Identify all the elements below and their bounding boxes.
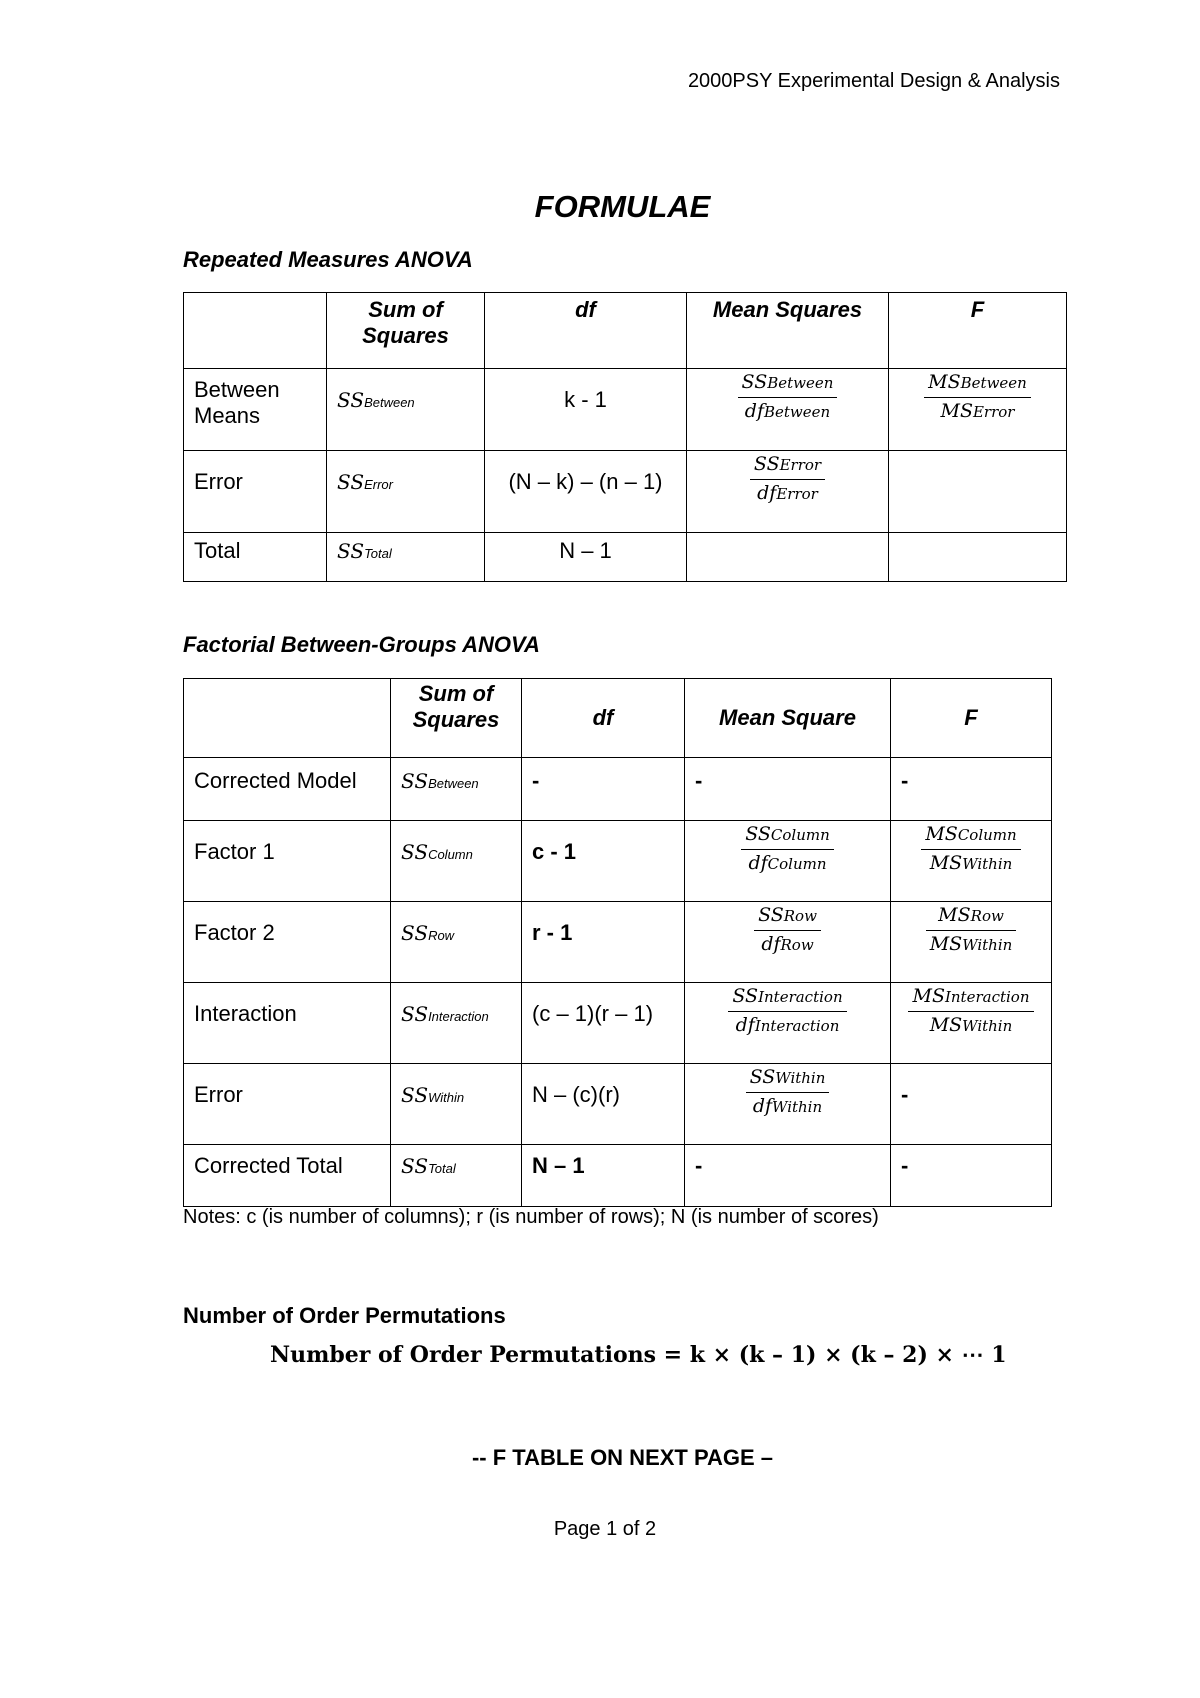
fac-row-corrected-total	[184, 1145, 1052, 1207]
fac-header-empty	[184, 679, 391, 758]
fac-ms-dash: -	[685, 1145, 891, 1207]
fac-df-cell: r - 1	[522, 902, 685, 983]
fac-row-label: Corrected Total	[184, 1145, 391, 1207]
fac-row-label: Corrected Model	[184, 758, 391, 821]
rm-df-cell: k - 1	[485, 369, 687, 451]
rm-row-error	[184, 451, 1067, 533]
rm-f-cell	[889, 369, 1067, 451]
fac-row-interaction	[184, 983, 1052, 1064]
fac-ms-cell	[685, 983, 891, 1064]
fac-ss-cell: SSRow	[391, 902, 522, 983]
fac-col-ss: Sum of Squares	[391, 679, 522, 758]
fac-f-dash: -	[891, 1064, 1052, 1145]
rm-ss-cell: SSTotal	[327, 533, 485, 582]
perm-formula: Number of Order Permutations = k × (k – 1) × (k – 2) × ⋯ 1	[270, 1342, 1007, 1368]
fac-ms-cell	[685, 821, 891, 902]
fac-ss-cell: SSBetween	[391, 758, 522, 821]
rm-col-ss: Sum of Squares	[327, 293, 485, 369]
rm-row-label: Total	[184, 533, 327, 582]
fac-df-cell: N – (c)(r)	[522, 1064, 685, 1145]
rm-ms-fraction: $\frac{\text{SSError}}{\text{dfError}}$	[750, 453, 825, 506]
fac-row-factor2	[184, 902, 1052, 983]
fac-col-df: df	[522, 679, 685, 758]
rm-ss-cell: SSError	[327, 451, 485, 533]
page-title: FORMULAE	[534, 189, 711, 224]
fac-ms-fraction: $\frac{\text{SSRow}}{\text{dfRow}}$	[754, 904, 821, 957]
rm-row-between	[184, 369, 1067, 451]
fac-f-dash: -	[891, 758, 1052, 821]
rm-ms-cell	[687, 369, 889, 451]
rm-f-fraction: $\frac{\text{MSBetween}}{\text{MSError}}$	[924, 371, 1031, 424]
fac-ss-cell: SSWithin	[391, 1064, 522, 1145]
fac-row-corrected-model	[184, 758, 1052, 821]
fac-f-cell	[891, 983, 1052, 1064]
rm-row-total	[184, 533, 1067, 582]
rm-col-df: df	[485, 293, 687, 369]
fac-row-factor1	[184, 821, 1052, 902]
page-number: Page 1 of 2	[553, 1518, 657, 1540]
fac-header-row	[184, 679, 1052, 758]
fac-f-fraction: $\frac{\text{MSInteraction}}{\text{MSWithin}}$	[908, 985, 1033, 1038]
rm-header-empty	[184, 293, 327, 369]
rm-header-row	[184, 293, 1067, 369]
rm-ms-cell	[687, 451, 889, 533]
running-header: 2000PSY Experimental Design & Analysis	[687, 70, 1060, 92]
rm-col-ms: Mean Squares	[687, 293, 889, 369]
fac-ms-cell	[685, 902, 891, 983]
fac-table	[183, 678, 1052, 1207]
rm-ms-cell-empty	[687, 533, 889, 582]
rm-f-cell-empty	[889, 451, 1067, 533]
fac-f-cell	[891, 821, 1052, 902]
rm-f-cell-empty	[889, 533, 1067, 582]
table-notes: Notes: c (is number of columns); r (is number of rows); N (is number of scores)	[183, 1206, 879, 1228]
fac-row-label: Interaction	[184, 983, 391, 1064]
rm-table	[183, 292, 1067, 582]
rm-df-cell: N – 1	[485, 533, 687, 582]
fac-df-cell: (c – 1)(r – 1)	[522, 983, 685, 1064]
fac-df-cell: N – 1	[522, 1145, 685, 1207]
fac-ss-cell: SSTotal	[391, 1145, 522, 1207]
fac-col-f: F	[891, 679, 1052, 758]
rm-row-label: Error	[184, 451, 327, 533]
fac-row-label: Error	[184, 1064, 391, 1145]
fac-f-fraction: $\frac{\text{MSRow}}{\text{MSWithin}}$	[926, 904, 1017, 957]
fac-f-dash: -	[891, 1145, 1052, 1207]
fac-ms-dash: -	[685, 758, 891, 821]
fac-ms-fraction: $\frac{\text{SSColumn}}{\text{dfColumn}}$	[741, 823, 834, 876]
fac-f-cell	[891, 902, 1052, 983]
rm-row-label: Between Means	[184, 369, 327, 451]
rm-df-cell: (N – k) – (n – 1)	[485, 451, 687, 533]
fac-ss-cell: SSInteraction	[391, 983, 522, 1064]
fac-f-fraction: $\frac{\text{MSColumn}}{\text{MSWithin}}$	[921, 823, 1020, 876]
fac-ms-fraction: $\frac{\text{SSWithin}}{\text{dfWithin}}$	[746, 1066, 830, 1119]
next-page-note: -- F TABLE ON NEXT PAGE –	[471, 1445, 774, 1470]
fac-row-error	[184, 1064, 1052, 1145]
fac-ms-fraction: $\frac{\text{SSInteraction}}{\text{dfInteraction}}$	[728, 985, 846, 1038]
fac-col-ms: Mean Square	[685, 679, 891, 758]
fac-df-cell: -	[522, 758, 685, 821]
rm-ms-fraction: $\frac{\text{SSBetween}}{\text{dfBetween}}$	[738, 371, 838, 424]
perm-heading: Number of Order Permutations	[183, 1303, 506, 1328]
fac-df-cell: c - 1	[522, 821, 685, 902]
fac-row-label: Factor 2	[184, 902, 391, 983]
fac-row-label: Factor 1	[184, 821, 391, 902]
rm-heading: Repeated Measures ANOVA	[183, 247, 473, 272]
fac-heading: Factorial Between-Groups ANOVA	[183, 632, 540, 657]
rm-ss-cell: SSBetween	[327, 369, 485, 451]
rm-col-f: F	[889, 293, 1067, 369]
fac-ss-cell: SSColumn	[391, 821, 522, 902]
fac-ms-cell	[685, 1064, 891, 1145]
